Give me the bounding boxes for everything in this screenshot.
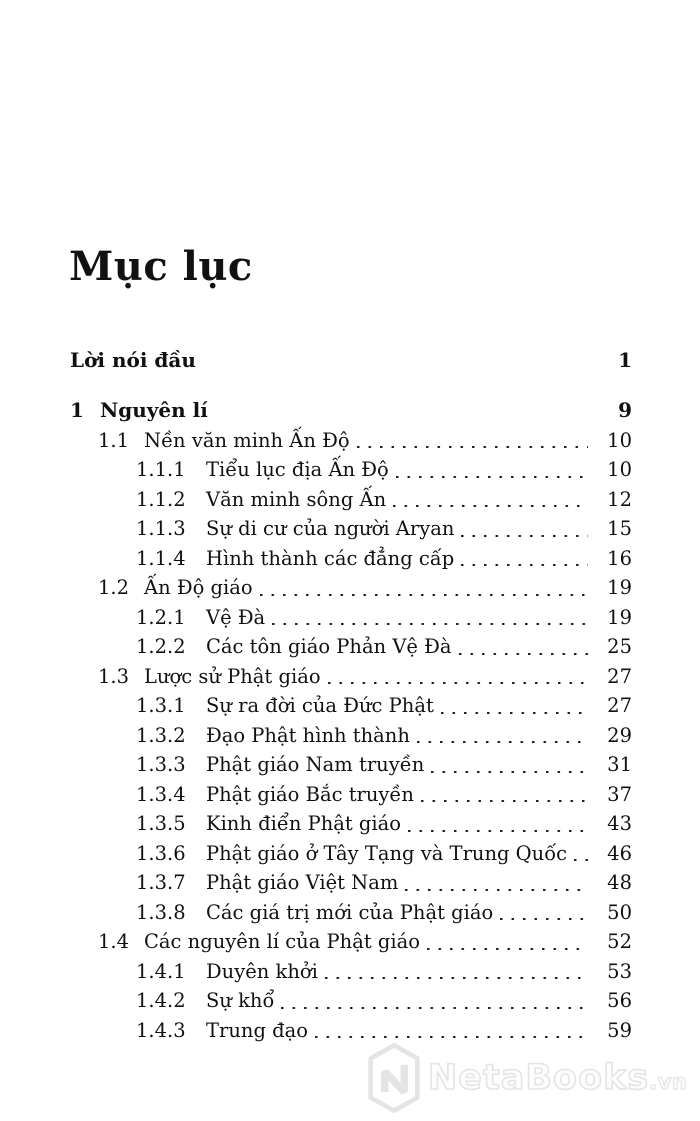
entry-title: Lược sử Phật giáo [144,664,321,688]
entry-page: 15 [607,517,632,540]
dot-leader [459,653,588,655]
entry-number: 1.3.5 [136,812,186,835]
toc-entry [70,514,632,544]
entry-title: Văn minh sông Ấn [206,487,387,511]
entry-title: Lời nói đầu [70,348,196,372]
toc-entry [70,898,632,928]
entry-number: 1.2.2 [136,635,186,658]
toc-entry [70,721,632,751]
watermark-tld: .vn [649,1070,688,1094]
entry-page: 27 [607,694,632,717]
entry-title: Các giá trị mới của Phật giáo [206,900,494,924]
entry-page: 59 [607,1018,632,1042]
dot-leader [393,505,588,507]
dot-leader [417,741,588,743]
entry-number: 1.4.3 [136,1018,186,1042]
watermark-brand-name: NetaBooks [428,1058,650,1098]
watermark-brand [428,1042,687,1118]
toc-entry [70,750,632,780]
entry-page: 53 [607,959,632,983]
toc-entry [70,691,632,721]
entry-page: 27 [607,664,632,688]
dot-leader [408,830,588,832]
dot-leader [328,682,588,684]
dot-leader [315,1036,588,1038]
entry-number: 1.3.4 [136,782,186,806]
entry-page: 25 [607,635,632,658]
dot-leader [405,889,588,891]
entry-number: 1.3.2 [136,723,186,747]
hexagon-n-logo-icon [366,1042,422,1118]
entry-number: 1.1.3 [136,517,186,540]
entry-title: Phật giáo Bắc truyền [206,782,414,806]
entry-number: 1.2 [98,576,130,599]
entry-number: 1.4.1 [136,959,186,983]
entry-title: Sự ra đời của Đức Phật [206,694,434,717]
entry-title: Nền văn minh Ấn Độ [144,428,350,452]
dot-leader [574,859,588,861]
entry-page: 10 [607,428,632,452]
dot-leader [260,594,588,596]
toc-entry [70,927,632,957]
entry-title: Tiểu lục địa Ấn Độ [206,458,389,481]
dot-leader [431,771,588,773]
entry-number: 1.3 [98,664,130,688]
toc-entry [70,780,632,810]
toc-entry [70,544,632,574]
toc-entry-preface [70,346,632,376]
dot-leader [427,948,588,950]
entry-number: 1.3.6 [136,841,186,865]
entry-number: 1.1 [98,428,130,452]
toc-entry [70,868,632,898]
entry-page: 19 [607,605,632,629]
entry-page: 31 [607,753,632,776]
entry-title: Phật giáo Nam truyền [206,753,425,776]
dot-leader [272,623,588,625]
watermark [366,1042,687,1118]
toc-entry [70,809,632,839]
entry-title: Phật giáo ở Tây Tạng và Trung Quốc [206,841,568,865]
entry-title: Các tôn giáo Phản Vệ Đà [206,635,452,658]
entry-title: Sự di cư của người Aryan [206,517,455,540]
entry-title: Kinh điển Phật giáo [206,812,402,835]
dot-leader [461,535,588,537]
entry-number: 1.3.8 [136,900,186,924]
entry-page: 10 [607,458,632,481]
page-title: Mục lục [69,242,253,290]
entry-page: 19 [607,576,632,599]
entry-page: 46 [607,841,632,865]
entry-title: Ấn Độ giáo [144,576,253,599]
entry-page: 48 [607,871,632,894]
toc-entry [70,632,632,662]
toc-entry [70,455,632,485]
entry-page: 9 [618,398,632,422]
entry-title: Đạo Phật hình thành [206,723,410,747]
entry-title: Duyên khởi [206,959,318,983]
dot-leader [325,977,588,979]
entry-page: 37 [607,782,632,806]
dot-leader [441,712,588,714]
entry-number: 1.1.4 [136,546,186,570]
entry-number: 1.3.1 [136,694,186,717]
entry-number: 1.1.2 [136,487,186,511]
toc-entry [70,662,632,692]
dot-leader [281,1007,588,1009]
entry-number: 1.3.3 [136,753,186,776]
entry-title: Nguyên lí [100,398,208,422]
toc-entry-chapter [70,396,632,426]
dot-leader [357,446,588,448]
entry-number: 1.2.1 [136,605,186,629]
entry-page: 29 [607,723,632,747]
entry-title: Sự khổ [206,989,275,1012]
toc-entry [70,485,632,515]
dot-leader [500,918,588,920]
entry-title: Phật giáo Việt Nam [206,871,399,894]
dot-leader [421,800,588,802]
entry-number: 1.1.1 [136,458,186,481]
entry-page: 16 [607,546,632,570]
entry-title: Các nguyên lí của Phật giáo [144,930,420,953]
toc-entry [70,957,632,987]
entry-number: 1.3.7 [136,871,186,894]
table-of-contents [70,346,632,1045]
entry-page: 43 [607,812,632,835]
entry-page: 12 [607,487,632,511]
entry-title: Trung đạo [206,1018,308,1042]
toc-entry [70,603,632,633]
toc-entry [70,573,632,603]
entry-page: 50 [607,900,632,924]
toc-entry [70,986,632,1016]
entry-page: 1 [618,348,632,372]
toc-entry [70,1016,632,1046]
entry-number: 1.4 [98,930,130,953]
toc-entry [70,426,632,456]
dot-leader [396,476,588,478]
entry-title: Hình thành các đẳng cấp [206,546,455,570]
entry-number: 1 [70,398,84,422]
entry-title: Vệ Đà [206,605,266,629]
entry-page: 56 [607,989,632,1012]
toc-entry [70,839,632,869]
dot-leader [461,564,588,566]
entry-page: 52 [607,930,632,953]
entry-number: 1.4.2 [136,989,186,1012]
